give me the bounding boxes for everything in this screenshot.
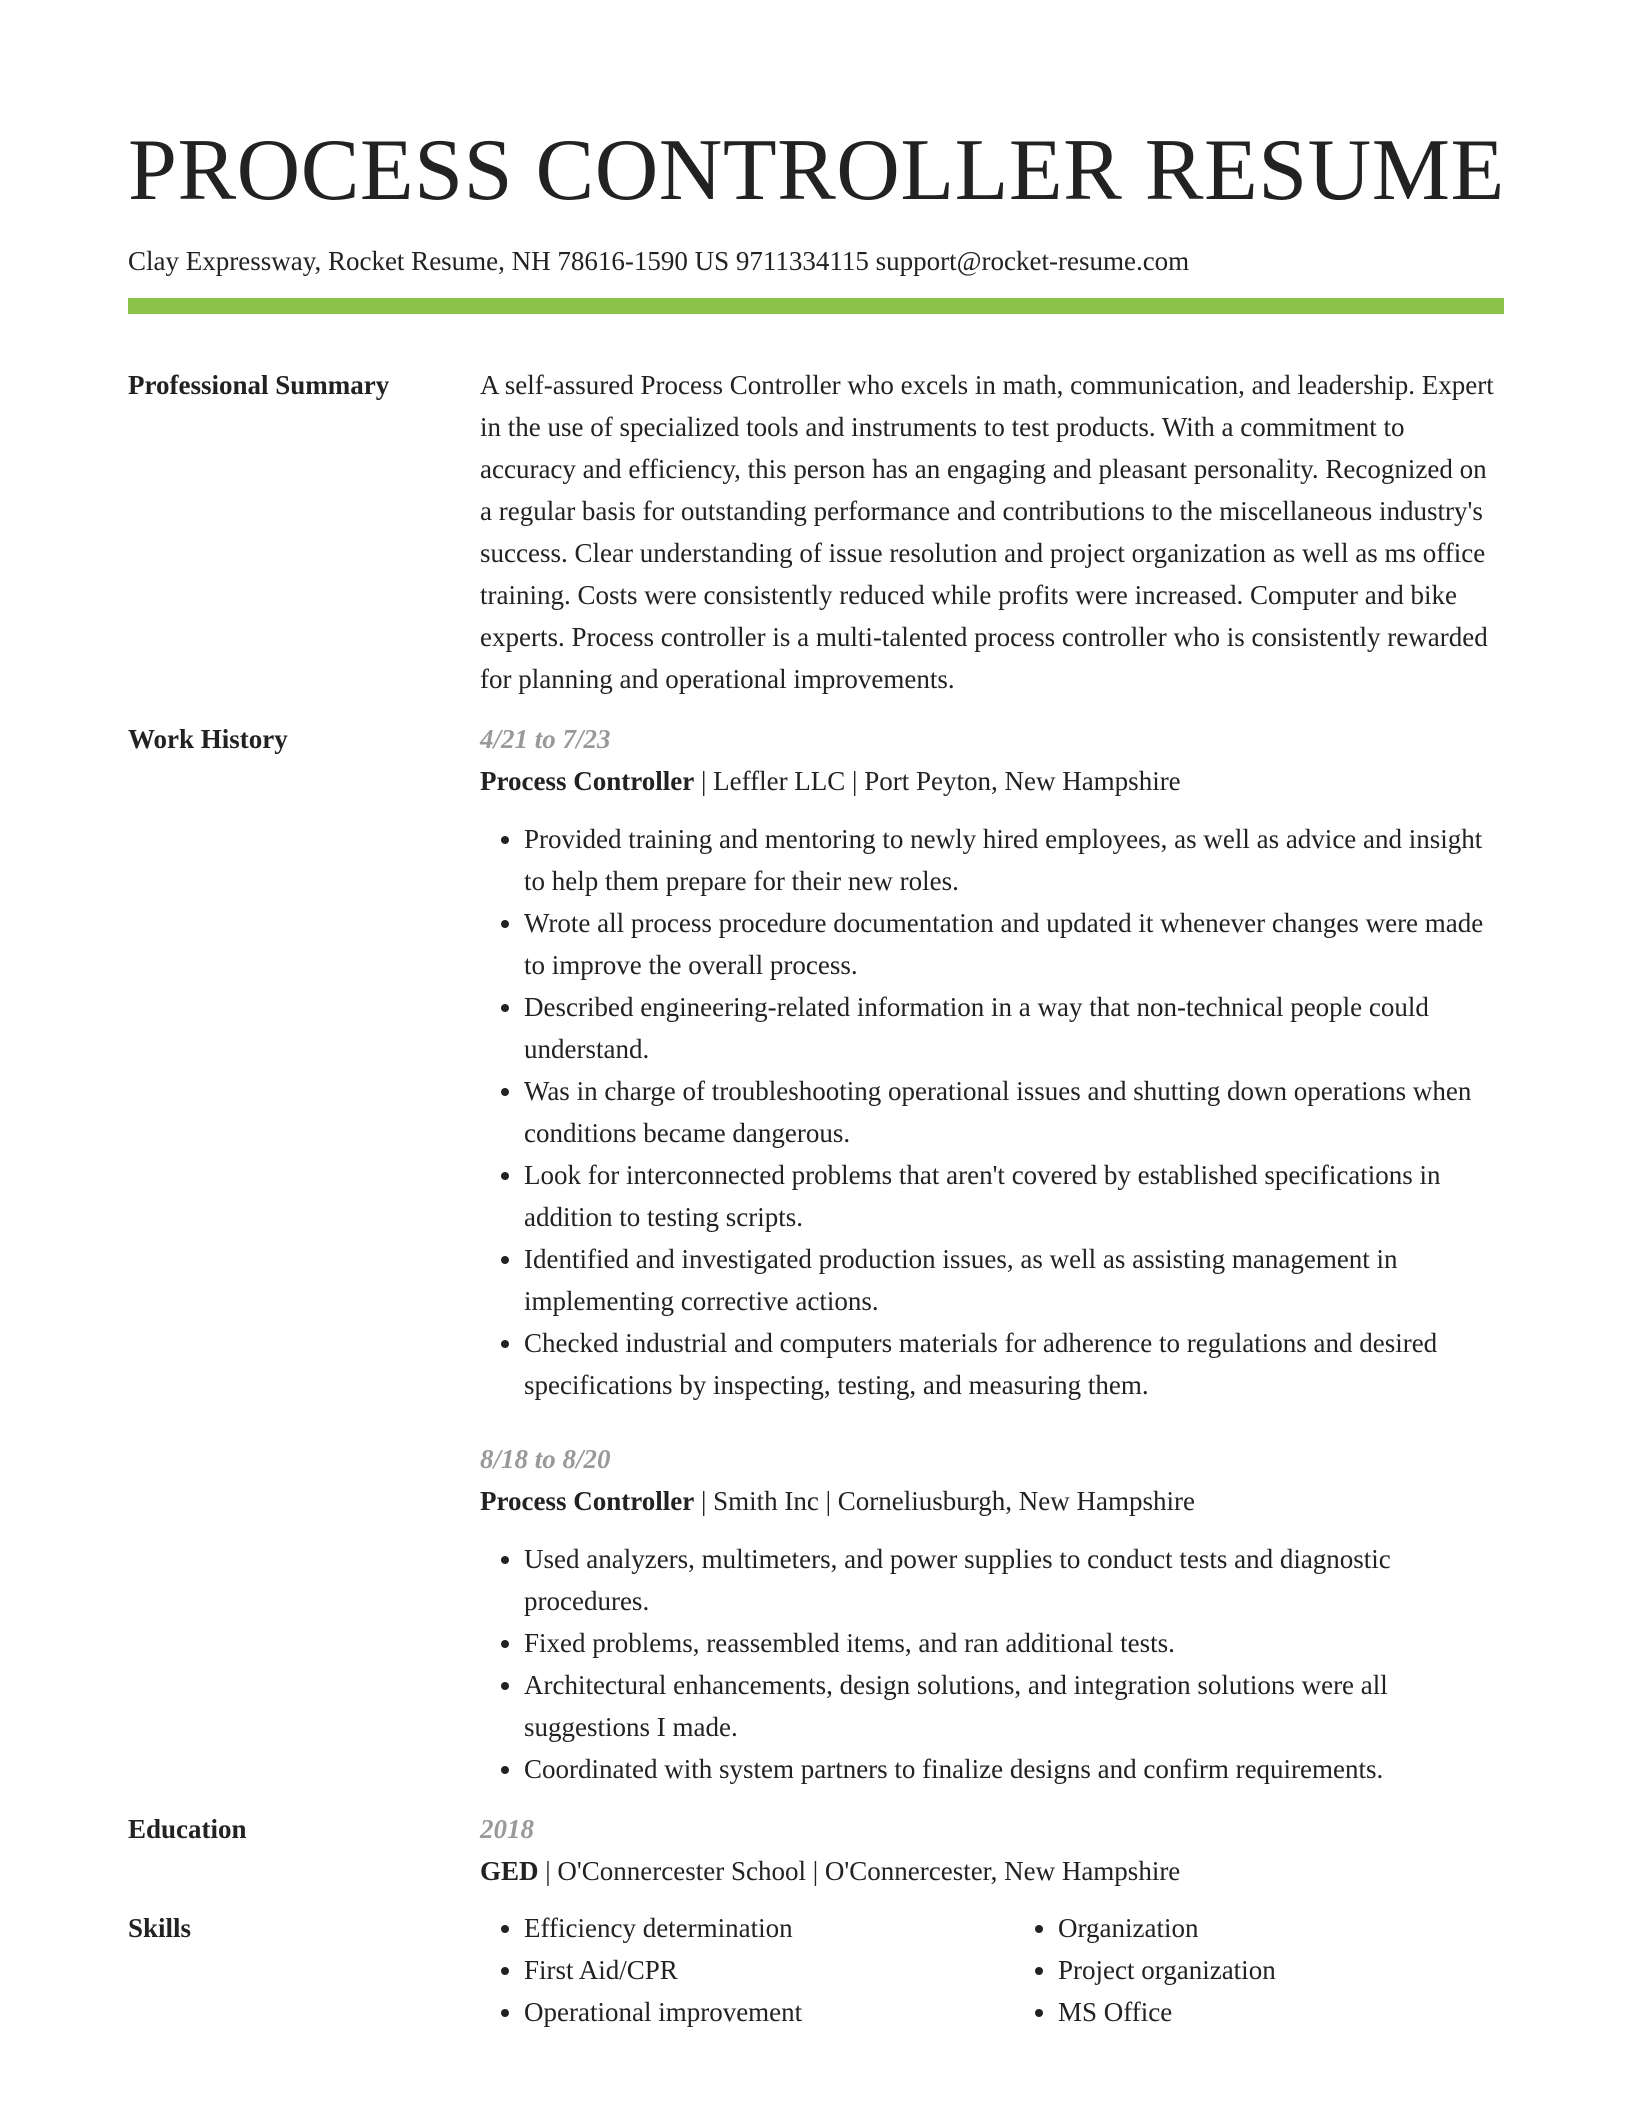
education-year: 2018 [480,1814,534,1844]
education-content [480,1808,1504,1892]
list-item: • Was in charge of troubleshooting operational issues and shutting down operations when conditions became dangerous. [524,1070,1504,1154]
list-item: • Checked industrial and computers materials for adherence to regulations and desired specifications by inspecting, testing, and measuring them. [524,1322,1504,1406]
job-title: Process Controller [480,1486,695,1516]
education-degree: GED [480,1856,539,1886]
resume-title: PROCESS CONTROLLER RESUME [128,122,1505,219]
education-line [480,1850,1504,1892]
education-label: Education [128,1814,247,1844]
list-item: • Fixed problems, reassembled items, and ran additional tests. [524,1622,1504,1664]
skill-item: • Project organization [1058,1949,1504,1991]
summary-text: A self-assured Process Controller who excels in math, communication, and leadership. Expert in the use of specialized tools and instruments to test products. With a commitment to accuracy and efficiency, this person has an engaging and pleasant personality. Recognized on a regular basis for outstanding performance and contributions to the miscellaneous industry's success. Clear understanding of issue resolution and project organization as well as ms office training. Costs were consistently reduced while profits were increased. Computer and bike experts. Process controller is a multi-talented process controller who is consistently rewarded for planning and operational improvements. [480,370,1494,694]
skills-column-1 [480,1907,970,2033]
job-title: Process Controller [480,766,695,796]
list-item: • Architectural enhancements, design solutions, and integration solutions were all suggestions I made. [524,1664,1504,1748]
job-details: | Leffler LLC | Port Peyton, New Hampshire [694,766,1181,796]
skills-list [480,1907,1504,2033]
resume-page [128,0,1504,2033]
job-dates: 4/21 to 7/23 [480,724,611,754]
skill-item: • Efficiency determination [524,1907,970,1949]
summary-section [128,364,1504,700]
list-item: • Wrote all process procedure documentation and updated it whenever changes were made to improve the overall process. [524,902,1504,986]
contact-line: Clay Expressway, Rocket Resume, NH 78616-1590 US 9711334115 support@rocket-resume.com [128,246,1190,276]
list-item: • Provided training and mentoring to newly hired employees, as well as advice and insight to help them prepare for their new roles. [524,818,1504,902]
work-history-section [128,718,1504,1790]
education-details: | O'Connercester School | O'Connercester, New Hampshire [538,1856,1181,1886]
list-item: • Used analyzers, multimeters, and power supplies to conduct tests and diagnostic procedures. [524,1538,1504,1622]
job-entry [480,718,1504,1406]
accent-divider [128,298,1504,314]
skill-item: • Operational improvement [524,1991,970,2033]
skill-item: • First Aid/CPR [524,1949,970,1991]
job-bullets [480,818,1504,1406]
list-item: • Look for interconnected problems that aren't covered by established specifications in addition to testing scripts. [524,1154,1504,1238]
job-role-line [480,760,1504,802]
list-item: • Coordinated with system partners to finalize designs and confirm requirements. [524,1748,1504,1790]
skills-section [128,1907,1504,2033]
job-entry [480,1438,1504,1790]
job-dates: 8/18 to 8/20 [480,1444,611,1474]
list-item: • Identified and investigated production issues, as well as assisting management in implementing corrective actions. [524,1238,1504,1322]
job-bullets [480,1538,1504,1790]
work-history-content [480,718,1504,1790]
summary-label: Professional Summary [128,370,390,400]
work-history-label: Work History [128,724,288,754]
job-role-line [480,1480,1504,1522]
skills-label: Skills [128,1913,192,1943]
skills-column-2 [1014,1907,1504,2033]
job-details: | Smith Inc | Corneliusburgh, New Hampshire [694,1486,1195,1516]
list-item: • Described engineering-related information in a way that non-technical people could understand. [524,986,1504,1070]
skill-item: • MS Office [1058,1991,1504,2033]
education-section [128,1808,1504,1892]
skill-item: • Organization [1058,1907,1504,1949]
